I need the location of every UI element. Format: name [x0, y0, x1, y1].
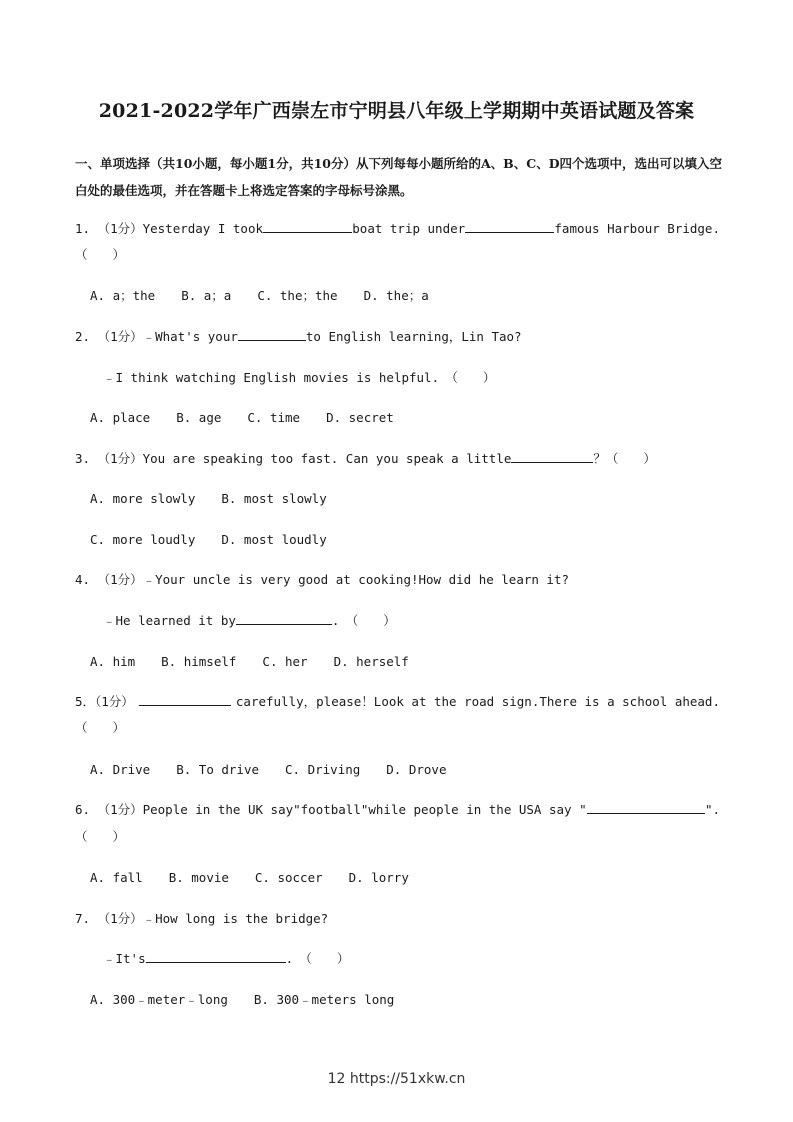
q3-prefix: 3. （1分）You are speaking too fast. Can you speak a little — [75, 451, 512, 466]
q6-options — [90, 870, 409, 886]
q3-options-row-2 — [90, 532, 327, 548]
q2-blank — [238, 329, 306, 341]
question-2 — [75, 329, 522, 345]
q3-end: ？（ ） — [593, 451, 656, 466]
q5-option-d: D. Drove — [386, 762, 447, 777]
q7-prefix: ﹣It's — [103, 951, 146, 966]
q1-mid: boat trip under — [352, 221, 466, 236]
q5-blank — [139, 694, 231, 706]
q3-option-a: A. more slowly — [90, 491, 196, 506]
q2-option-a: A. place — [90, 410, 151, 425]
q1-prefix: 1. （1分）Yesterday I took — [75, 221, 264, 236]
q4-option-a: A. him — [90, 654, 136, 669]
q5-options — [90, 762, 447, 778]
q4-blank — [236, 613, 332, 625]
q2-option-c: C. time — [247, 410, 301, 425]
page-title: 2021-2022学年广西崇左市宁明县八年级上学期期中英语试题及答案 — [98, 100, 695, 122]
q7-option-a: A. 300﹣meter﹣long — [90, 992, 228, 1007]
q1-option-b: B. a；a — [181, 288, 232, 303]
q3-options-row-1 — [90, 491, 327, 507]
q1-blank-1 — [263, 221, 352, 233]
question-7: 7. （1分）﹣How long is the bridge? — [75, 911, 329, 926]
q2-prefix: 2. （1分）﹣What's your — [75, 329, 238, 344]
q6-option-d: D. lorry — [348, 870, 409, 885]
q2-option-d: D. secret — [326, 410, 394, 425]
q6-paren: （ ） — [75, 829, 126, 844]
q1-paren: （ ） — [75, 247, 126, 262]
q2-option-b: B. age — [176, 410, 222, 425]
q4-end: . （ ） — [331, 613, 396, 628]
q2-line-2: ﹣I think watching English movies is helpful. （ ） — [103, 370, 496, 385]
q7-option-b: B. 300﹣meters long — [253, 992, 395, 1007]
question-6 — [75, 802, 720, 818]
q7-options — [90, 992, 394, 1008]
q7-end: . （ ） — [285, 951, 350, 966]
q6-prefix: 6. （1分）People in the UK say"football"while people in the USA say " — [75, 802, 587, 817]
q5-option-b: B. To drive — [176, 762, 260, 777]
q3-option-b: B. most slowly — [221, 491, 327, 506]
q4-option-c: C. her — [262, 654, 308, 669]
q4-option-d: D. herself — [333, 654, 409, 669]
q1-end: famous Harbour Bridge. — [554, 221, 720, 236]
q1-option-a: A. a；the — [90, 288, 156, 303]
q3-option-d: D. most loudly — [221, 532, 327, 547]
q6-option-c: C. soccer — [254, 870, 323, 885]
q2-options — [90, 410, 394, 426]
q6-end: ". — [704, 802, 720, 817]
q5-option-a: A. Drive — [90, 762, 151, 777]
q3-blank — [511, 451, 593, 463]
q7-line-2 — [103, 951, 349, 967]
q4-option-b: B. himself — [161, 654, 237, 669]
q1-option-d: D. the；a — [363, 288, 429, 303]
q1-option-c: C. the；the — [257, 288, 338, 303]
q5-end: carefully，please！Look at the road sign.There is a school ahead. — [235, 694, 720, 709]
q5-option-c: C. Driving — [285, 762, 361, 777]
q3-option-c: C. more loudly — [90, 532, 196, 547]
q6-option-b: B. movie — [168, 870, 229, 885]
q4-line-2 — [103, 613, 396, 629]
q6-option-a: A. fall — [90, 870, 143, 885]
page-footer[interactable]: 12 https://51xkw.cn — [327, 1071, 466, 1087]
question-3 — [75, 451, 656, 467]
q5-paren: （ ） — [75, 720, 126, 735]
q6-blank — [587, 802, 705, 814]
q7-blank — [146, 951, 286, 963]
question-4: 4. （1分）﹣Your uncle is very good at cooking!How did he learn it? — [75, 572, 570, 587]
q1-blank-2 — [465, 221, 554, 233]
q1-options — [90, 288, 429, 304]
q4-options — [90, 654, 409, 670]
question-1 — [75, 221, 720, 237]
q2-end: to English learning，Lin Tao? — [305, 329, 522, 344]
question-5 — [75, 694, 720, 710]
q5-prefix: 5．（1分） — [75, 694, 134, 709]
q4-prefix: ﹣He learned it by — [103, 613, 236, 628]
section-heading: 一、单项选择（共10小题，每小题1分，共10分）从下列每每小题所给的A、B、C、D四个选项中，选出可以填入空白处的最佳选项，并在答题卡上将选定答案的字母标号涂黑。 — [75, 156, 723, 198]
